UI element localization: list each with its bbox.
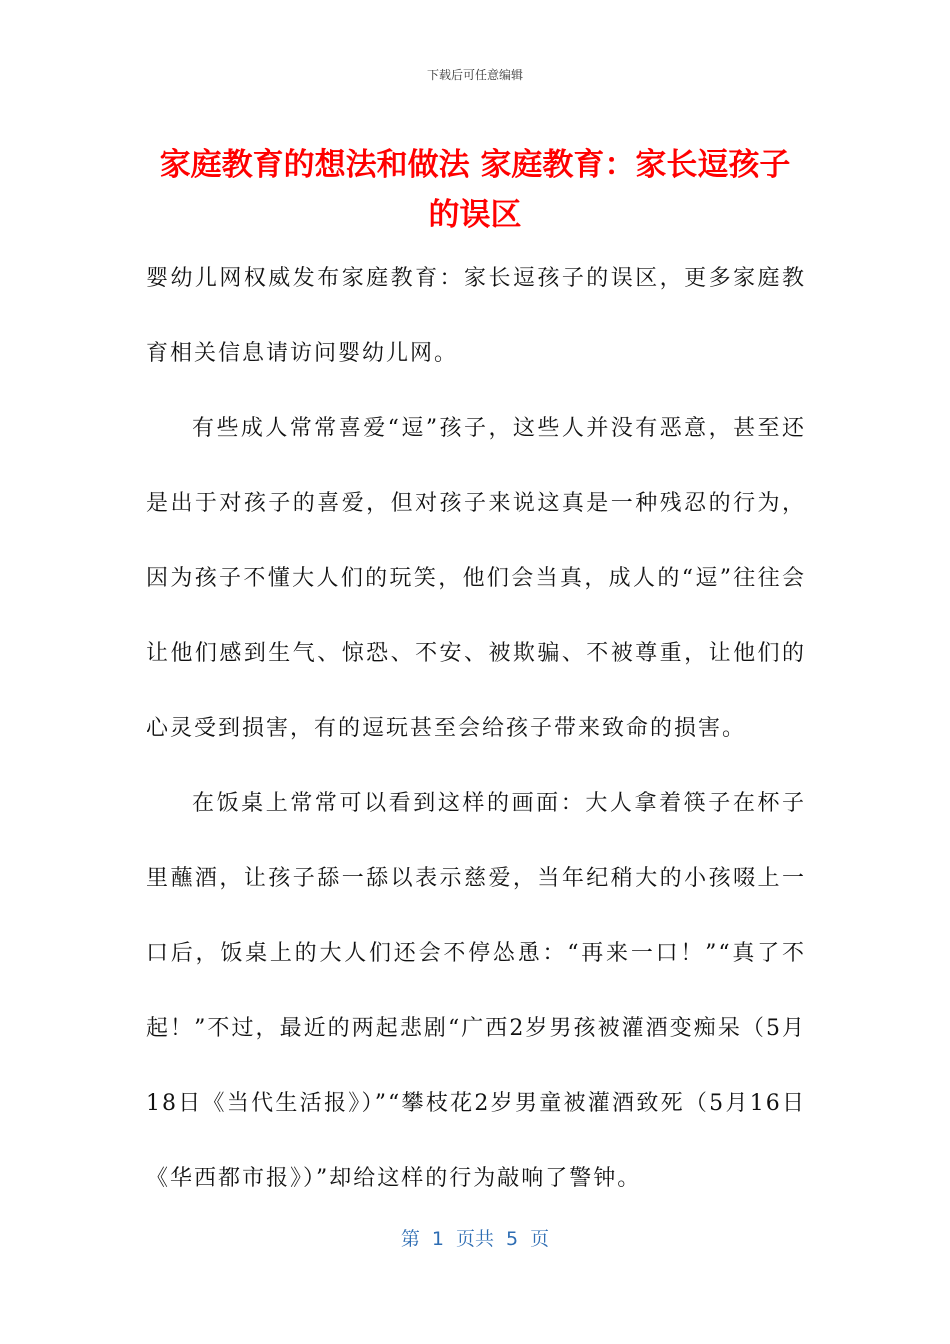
page-number-label: 第 1 页共 5 页 <box>400 1228 550 1250</box>
intro-paragraph: 婴幼儿网权威发布家庭教育：家长逗孩子的误区，更多家庭教育相关信息请访问婴幼儿网。 <box>146 266 806 366</box>
document-title: 家庭教育的想法和做法 家庭教育：家长逗孩子的误区 <box>159 147 791 233</box>
page-number-footer <box>0 1224 950 1251</box>
body-paragraph-1: 有些成人常常喜爱“逗”孩子，这些人并没有恶意，甚至还是出于对孩子的喜爱，但对孩子来说这真是一种残忍的行为，因为孩子不懂大人们的玩笑，他们会当真，成人的“逗”往往会让他们感到生气、惊恐、不安、被欺骗、不被尊重，让他们的心灵受到损害，有的逗玩甚至会给孩子带来致命的损害。 <box>146 416 806 741</box>
body-paragraph-2: 在饭桌上常常可以看到这样的画面：大人拿着筷子在杯子里蘸酒，让孩子舔一舔以表示慈爱，当年纪稍大的小孩啜上一口后，饭桌上的大人们还会不停怂恿：“再来一口！”“真了不起！”不过，最近的两起悲剧“广西2岁男孩被灌酒变痴呆（5月18日《当代生活报》）”“攀枝花2岁男童被灌酒致死（5月16日《华西都市报》）”却给这样的行为敲响了警钟。 <box>146 791 806 1191</box>
download-note: 下载后可任意编辑 <box>426 68 523 82</box>
document-body <box>146 241 806 1216</box>
